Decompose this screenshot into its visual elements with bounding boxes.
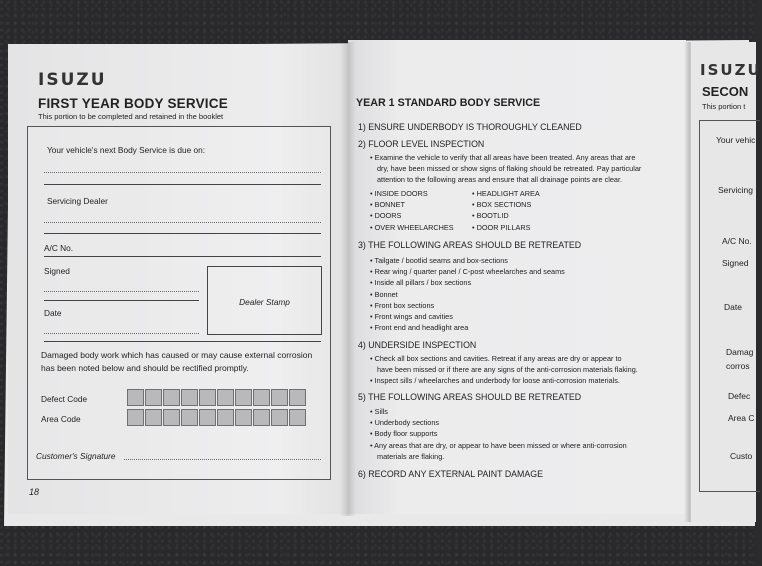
step-3-list: • Tailgate / bootlid seams and box-sections • Rear wing / quarter panel / C-post wheelarches and seams • Inside all pillars / box sections • Bonnet • Front box sections • Front wings and cavities • Front end and headlight area — [370, 256, 565, 333]
date-field[interactable] — [44, 333, 199, 334]
step-2-list-right: • HEADLIGHT AREA • BOX SECTIONS • BOOTLID • DOOR PILLARS — [472, 189, 540, 232]
next-page-subtitle: This portion t — [702, 102, 746, 111]
next-corrosion-label: corros — [726, 361, 750, 371]
servicing-dealer-field[interactable] — [44, 222, 321, 223]
next-ac-label: A/C No. — [722, 236, 752, 246]
page-gutter — [340, 42, 356, 516]
date-label: Date — [44, 308, 62, 318]
next-page-title: SECON — [702, 84, 749, 99]
page-subtitle: This portion to be completed and retained in the booklet — [38, 112, 224, 121]
area-code-boxes[interactable] — [127, 409, 306, 427]
step-5-list: • Sills • Underbody sections • Body floor supports • Any areas that are dry, or appear to have been missed or where anti-corrosion materials are flaking. — [370, 407, 627, 461]
section-title: YEAR 1 STANDARD BODY SERVICE — [356, 97, 541, 109]
step-4-list: • Check all box sections and cavities. Retreat if any areas are dry or appear to have been missed or if there are any signs of the anti-corrosion materials flaking. • Inspect sills / wheelarches and underbody for loose anti-corrosion materials. — [370, 354, 638, 386]
divider — [44, 341, 321, 342]
next-signed-label: Signed — [722, 258, 749, 268]
divider — [44, 233, 321, 234]
dealer-stamp-box[interactable] — [207, 266, 322, 335]
divider — [44, 300, 199, 301]
signed-field[interactable] — [44, 291, 199, 292]
damage-note: Damaged body work which has caused or may cause external corrosion has been noted below and should be rectified promptly. — [41, 350, 313, 373]
next-due-label: Your vehic — [716, 135, 756, 145]
defect-code-label: Defect Code — [41, 394, 88, 404]
next-signature-label: Custo — [730, 451, 753, 461]
step-2-note: • Examine the vehicle to verify that all areas have been treated. Any areas that are dry, have been missed or show signs of flaking should be retreated. Pay particular attention to the following areas and ensure that all drainage points are clear. — [370, 153, 642, 185]
area-code-label: Area Code — [41, 414, 81, 424]
step-2-list-left: • INSIDE DOORS • BONNET • DOORS • OVER WHEELARCHES — [370, 189, 454, 232]
ac-no-label: A/C No. — [44, 243, 74, 253]
step-4-heading: 4) UNDERSIDE INSPECTION — [358, 340, 477, 350]
divider — [44, 184, 321, 185]
step-6-heading: 6) RECORD ANY EXTERNAL PAINT DAMAGE — [358, 469, 543, 479]
signed-label: Signed — [44, 266, 70, 276]
next-damage-label: Damag — [726, 347, 754, 357]
step-1-heading: 1) ENSURE UNDERBODY IS THOROUGHLY CLEANED — [358, 122, 582, 132]
due-date-label: Your vehicle's next Body Service is due on: — [47, 145, 206, 155]
step-2-heading: 2) FLOOR LEVEL INSPECTION — [358, 139, 485, 149]
next-date-label: Date — [724, 302, 742, 312]
defect-code-boxes[interactable] — [127, 389, 306, 407]
isuzu-logo: ISUZU — [38, 70, 107, 90]
page-title: FIRST YEAR BODY SERVICE — [38, 96, 228, 111]
customer-signature-field[interactable] — [124, 459, 321, 460]
due-date-field[interactable] — [44, 172, 321, 173]
next-area-label: Area C — [728, 413, 755, 423]
ac-no-field[interactable] — [44, 256, 321, 257]
isuzu-logo: ISUZU — [700, 61, 762, 79]
next-dealer-label: Servicing — [718, 185, 753, 195]
dealer-stamp-label: Dealer Stamp — [239, 297, 290, 307]
page-number: 18 — [29, 487, 40, 497]
servicing-dealer-label: Servicing Dealer — [47, 196, 108, 206]
step-5-heading: 5) THE FOLLOWING AREAS SHOULD BE RETREATED — [358, 392, 582, 402]
customer-signature-label: Customer's Signature — [36, 451, 116, 461]
next-defect-label: Defec — [728, 391, 751, 401]
step-3-heading: 3) THE FOLLOWING AREAS SHOULD BE RETREATED — [358, 240, 582, 250]
